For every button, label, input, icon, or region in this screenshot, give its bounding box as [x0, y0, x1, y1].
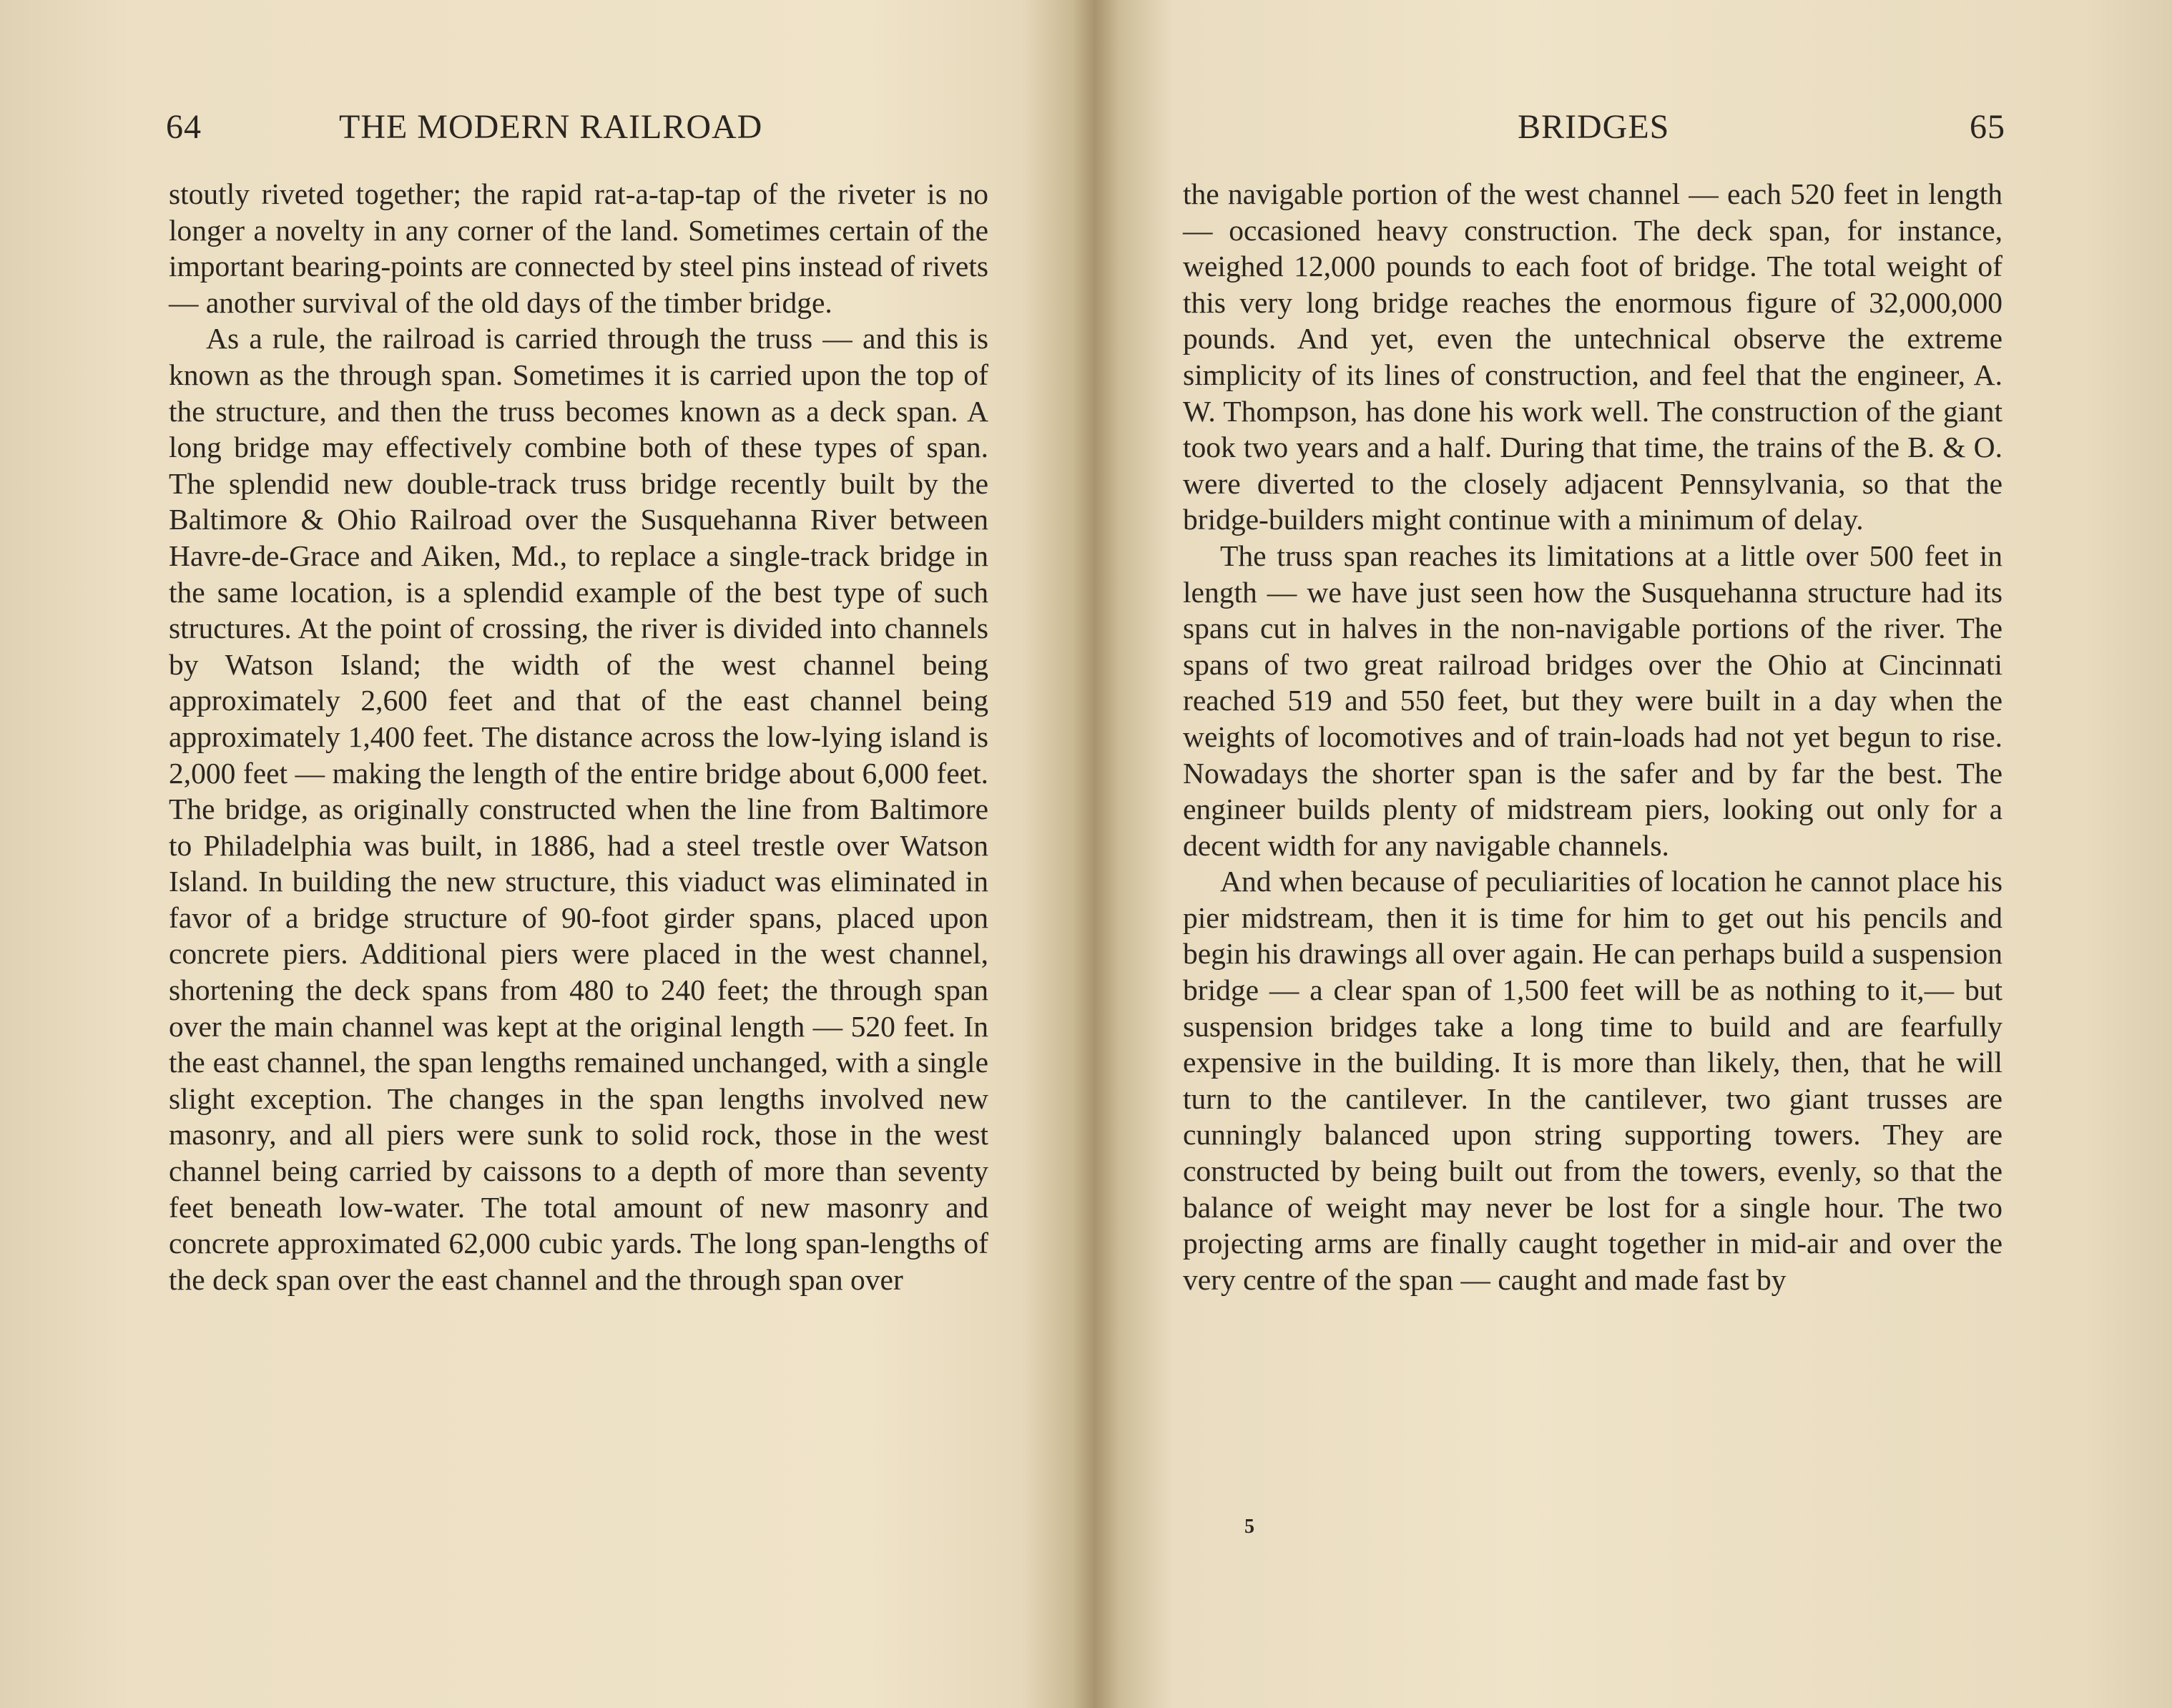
left-page-number: 64	[166, 108, 202, 146]
right-page-body	[1183, 176, 2003, 1297]
left-page-body	[169, 176, 988, 1297]
left-page-header	[166, 106, 202, 149]
left-paragraph-1: stoutly riveted together; the rapid rat-a-tap-tap of the riveter is no longer a novelty in any corner of the land. Sometimes certain of the important bearing-points are connected by steel pins instead of rivets — another survival of the old days of the timber bridge.	[169, 177, 988, 319]
right-page-number: 65	[1970, 108, 2005, 146]
left-running-head: THE MODERN RAILROAD	[339, 108, 763, 146]
right-paragraph-3: And when because of peculiarities of location he cannot place his pier midstream, then it is time for him to get out his pencils and begin his drawings all over again. He can perhaps build a suspension bridge — a clear span of 1,500 feet will be as nothing to it,— but suspension bridges take a long time to build and are fearfully expensive in the building. It is more than likely, then, that he will turn to the cantilever. In the cantilever, two giant trusses are cunningly balanced upon string supporting towers. They are constructed by being built out from the towers, evenly, so that the balance of weight may never be lost for a single hour. The two projecting arms are finally caught together in mid-air and over the very centre of the span — caught and made fast by	[1183, 865, 2003, 1296]
right-page	[1086, 0, 2172, 1708]
left-paragraph-2: As a rule, the railroad is carried through the truss — and this is known as the through span. Sometimes it is carried upon the top of the structure, and then the truss becomes known as a deck span. A long bridge may effectively combine both of these types of span. The splendid new double-track truss bridge recently built by the Baltimore & Ohio Railroad over the Susquehanna River between Havre-de-Grace and Aiken, Md., to replace a single-track bridge in the same location, is a splendid example of the best type of such structures. At the point of crossing, the river is divided into channels by Watson Island; the width of the west channel being approximately 2,600 feet and that of the east channel being approximately 1,400 feet. The distance across the low-lying island is 2,000 feet — making the length of the entire bridge about 6,000 feet. The bridge, as originally constructed when the line from Baltimore to Philadelphia was built, in 1886, had a steel trestle over Watson Island. In building the new structure, this viaduct was eliminated in favor of a bridge structure of 90-foot girder spans, placed upon concrete piers. Additional piers were placed in the west channel, shortening the deck spans from 480 to 240 feet; the through span over the main channel was kept at the original length — 520 feet. In the east channel, the span lengths remained unchanged, with a single slight exception. The changes in the span lengths involved new masonry, and all piers were sunk to solid rock, those in the west channel being carried by caissons to a depth of more than seventy feet beneath low-water. The total amount of new masonry and concrete approximated 62,000 cubic yards. The long span-lengths of the deck span over the east channel and the through span over	[169, 322, 988, 1296]
right-paragraph-2: The truss span reaches its limitations at a little over 500 feet in length — we have just seen how the Susquehanna structure had its spans cut in halves in the non-navigable portions of the river. The spans of two great railroad bridges over the Ohio at Cincinnati reached 519 and 550 feet, but they were built in a day when the weights of locomotives and of train-loads had not yet begun to rise. Nowadays the shorter span is the safer and by far the best. The engineer builds plenty of midstream piers, looking out only for a decent width for any navigable channels.	[1183, 539, 2003, 862]
right-page-header	[1970, 106, 2005, 149]
signature-mark: 5	[1244, 1516, 1254, 1538]
right-running-head: BRIDGES	[1518, 108, 1670, 146]
right-paragraph-1: the navigable portion of the west channel — each 520 feet in length — occasioned heavy construction. The deck span, for instance, weighed 12,000 pounds to each foot of bridge. The total weight of this very long bridge reaches the enormous figure of 32,000,000 pounds. And yet, even the untechnical observe the extreme simplicity of its lines of construction, and feel that the engineer, A. W. Thompson, has done his work well. The construction of the giant took two years and a half. During that time, the trains of the B. & O. were diverted to the closely adjacent Pennsylvania, so that the bridge-builders might continue with a minimum of delay.	[1183, 177, 2003, 536]
